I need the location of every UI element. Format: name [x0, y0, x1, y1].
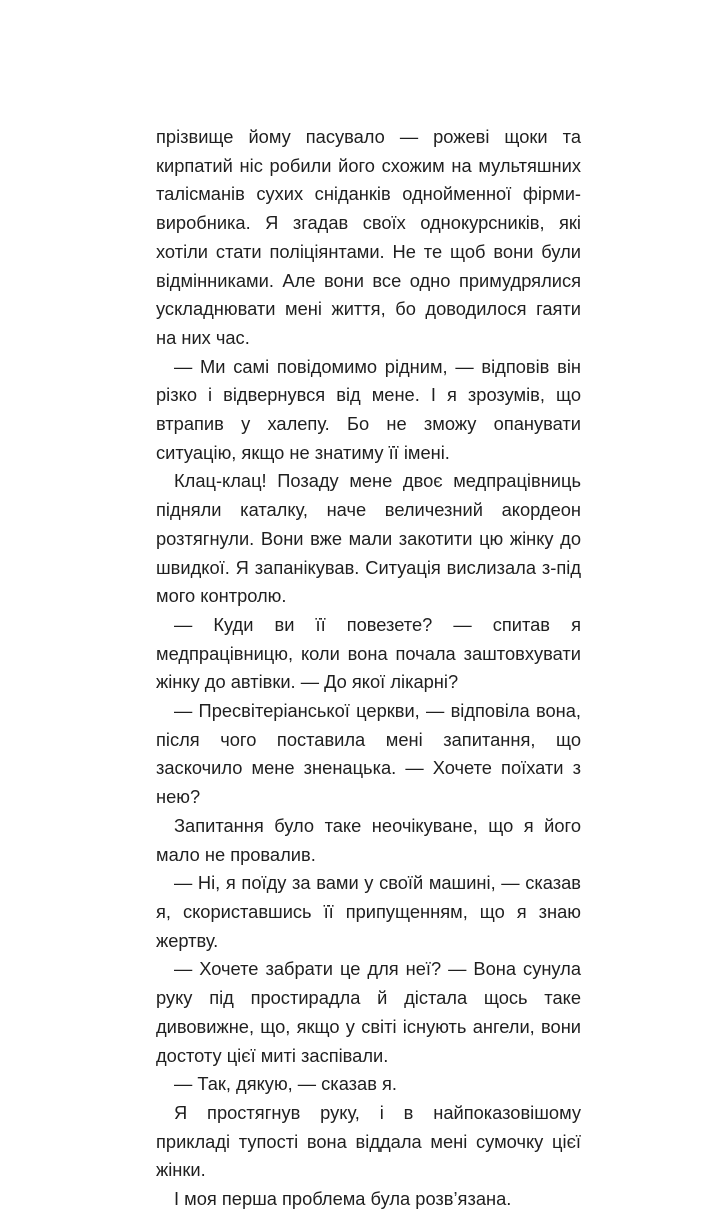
book-page-text [156, 123, 581, 1214]
paragraph-10: Я простягнув руку, і в найпоказовішому прикладі тупості вона віддала мені сумочку цієї жінки. [156, 1101, 581, 1181]
paragraph-6: Запитання було таке неочікуване, що я його мало не провалив. [156, 814, 581, 865]
paragraph-11: І моя перша проблема була розв’язана. [174, 1188, 512, 1210]
paragraph-2: — Ми самі повідомимо рідним, — відповів він різко і відвернувся від мене. І я зрозумів, що втрапив у халепу. Бо не зможу опанувати ситуацію, якщо не знатиму її імені. [156, 355, 581, 463]
paragraph-4: — Куди ви її повезете? — спитав я медпрацівницю, коли вона почала заштовхувати жінку до автівки. — До якої лікарні? [156, 613, 581, 693]
paragraph-5: — Пресвітеріанської церкви, — відповіла вона, після чого поставила мені запитання, що заскочило мене зненацька. — Хочете поїхати з нею? [156, 700, 581, 808]
paragraph-8: — Хочете забрати це для неї? — Вона сунула руку під простирадла й дістала щось таке дивовижне, що, якщо у світі існують ангели, вони достоту цієї миті заспівали. [156, 958, 581, 1066]
paragraph-3: Клац-клац! Позаду мене двоє медпрацівниць підняли каталку, наче величезний акордеон розтягнули. Вони вже мали закотити цю жінку до швидкої. Я запанікував. Ситуація вислизала з-під мого контролю. [156, 470, 581, 607]
paragraph-1: прізвище йому пасувало — рожеві щоки та кирпатий ніс робили його схожим на мультяшних талісманів сухих сніданків однойменної фірми-виробника. Я згадав своїх однокурсників, які хотіли стати поліціянтами. Не те щоб вони були відмінниками. Але вони все одно примудрялися ускладнювати мені життя, бо доводилося гаяти на них час. [156, 126, 581, 348]
paragraph-7: — Ні, я поїду за вами у своїй машині, — сказав я, скориставшись її припущенням, що я знаю жертву. [156, 872, 581, 951]
paragraph-9: — Так, дякую, — сказав я. [174, 1073, 397, 1095]
